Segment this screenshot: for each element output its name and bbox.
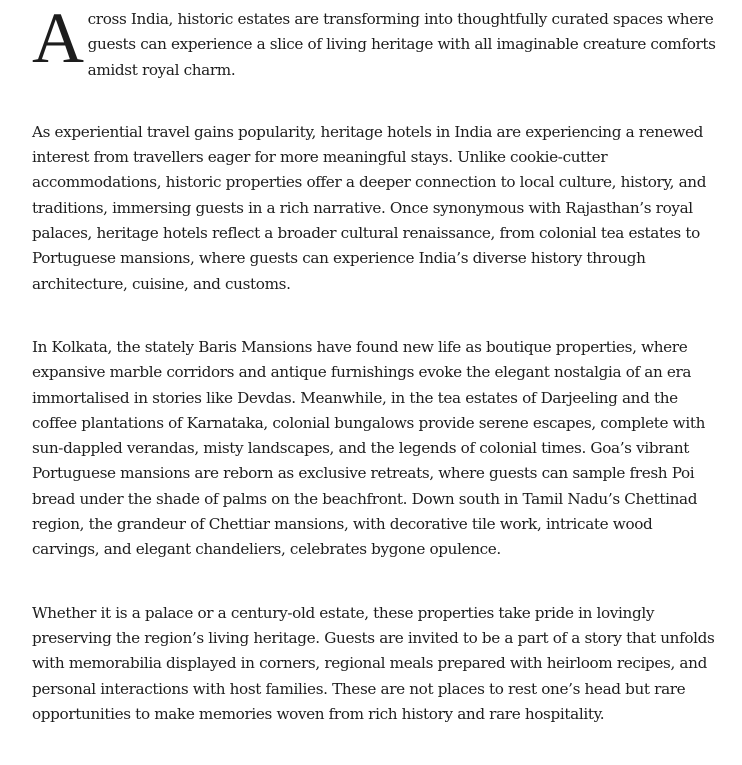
intro-paragraph-text: cross India, historic estates are transforming into thoughtfully curated spaces where guests can experience a slice of living heritage with all imaginable creature comforts amidst royal charm. <box>87 10 716 79</box>
article-paragraph-regional-estates: In Kolkata, the stately Baris Mansions have found new life as boutique properties, where expansive marble corridors and antique furnishings evoke the elegant nostalgia of an era immortalised in stories like Devdas. Meanwhile, in the tea estates of Darjeeling and the coffee plantations of Karnataka, colonial bungalows provide serene escapes, complete with sun-dappled verandas, misty landscapes, and the legends of colonial times. Goa’s vibrant Portuguese mansions are reborn as exclusive retreats, where guests can sample fresh Poi bread under the shade of palms on the beachfront. Down south in Tamil Nadu’s Chettinad region, the grandeur of Chettiar mansions, with decorative tile work, intricate wood carvings, and elegant chandeliers, celebrates bygone opulence. <box>32 337 706 559</box>
article-paragraph-experiential-travel: As experiential travel gains popularity, heritage hotels in India are experiencing a renewed interest from travellers eager for more meaningful stays. Unlike cookie-cutter accommodations, historic properties offer a deeper connection to local culture, history, and traditions, immersing guests in a rich narrative. Once synonymous with Rajasthan’s royal palaces, heritage hotels reflect a broader cultural renaissance, from colonial tea estates to Portuguese mansions, where guests can experience India’s diverse history through architecture, cuisine, and customs. <box>32 122 707 293</box>
drop-cap-letter: A <box>32 0 84 78</box>
article-paragraph-intro <box>32 0 722 83</box>
article-paragraph-living-heritage: Whether it is a palace or a century-old estate, these properties take pride in lovingly preserving the region’s living heritage. Guests are invited to be a part of a story that unfolds with memorabilia displayed in corners, regional meals prepared with heirloom recipes, and personal interactions with host families. These are not places to rest one’s head but rare opportunities to make memories woven from rich history and rare hospitality. <box>32 603 715 723</box>
article-body <box>32 0 722 765</box>
